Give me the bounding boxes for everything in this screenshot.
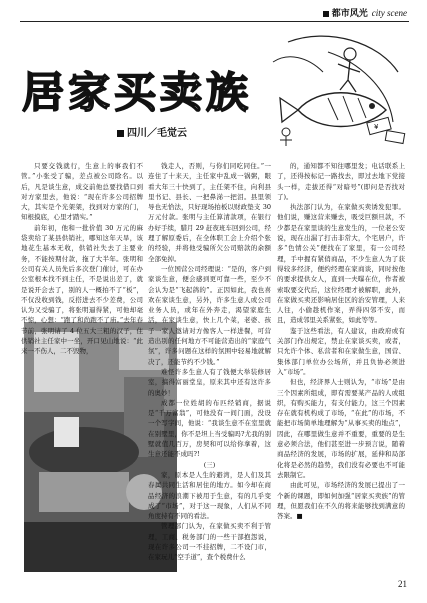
paragraph: 执法部门认为，在家做买卖诱发犯罪。他们说，赚这营来赚去，吸受巨额旦款，不少都是在家里谈的生意发生的，一位老公安说，现在出漏了打击非常大，个宅居户，许多“色情公关”便找在了家里，有一公司经理，手中握有紧俏商品，不少生意人为了获得较多经济，便约经理在家商谈，同时按他的要求提供女人，直到一夫曝在位，作者被索取要交代后，这位经理才被解职，此外，在家做买卖还影响居住区的治安管理，人来人往，小偷趁机作案，弄得四邻不安，而且，造成邻里关系紧张，如此等等。 — [277, 203, 405, 325]
text-column-2 — [148, 161, 271, 563]
paragraph: 家，原本是人生的避湾，是人们及其春属共同生活和居住的地方。如今却在商品经济的浪潮下被用于生意，有的几乎变成了“市场”，对于这一现象，人们从不同角度持有不同的看法。 — [148, 470, 271, 521]
paragraph: 只要交钱就行，生意上的事我们不管。”小张受了骗，差点被公司除名。以后，凡是谈生意，成交前他总要找借口到对方家里去，他说：“现在许多公司招牌大，其实是个光架架，找到对方家的门，知根摸底，心里才踏实。” — [21, 162, 143, 222]
page-number: 21 — [398, 579, 407, 589]
header-rule — [20, 21, 409, 22]
section-header — [323, 6, 407, 19]
paragraph: 难怪许多生意人有了钱便大举装修居室，搞得富丽堂皇，原来其中还有这许多的奥妙！ — [148, 367, 271, 397]
text-column-3 — [277, 161, 405, 521]
article-title: 居家买卖族 — [22, 68, 253, 117]
square-bullet-icon — [323, 11, 329, 17]
text-column-1 — [21, 161, 143, 357]
cartoon-illustration — [268, 32, 413, 150]
svg-text:¥: ¥ — [374, 123, 379, 131]
article-author — [117, 124, 187, 139]
paragraph: 管理部门认为，在家做买卖不利于管理，工商、税务部门的一些干部抱怨说，现在许多公司一不挂招牌，二不设门市，在家玩儿“空手道”，查个税费什么 — [148, 522, 271, 562]
paragraph: 鉴于这些看法，有人建议，由政府或有关部门作出规定，禁止在家谈买卖，或者，只允许个体、私营者和在家做生意，国营、集体部门单位办公场所，并且负协必须进入“市场”。 — [277, 326, 405, 376]
paragraph: 钱走人，否则，与你们同吃同住。”一连住了十来天，主任家中乱成一锅粥，眼看大年三十快到了，主任架不住，向利县里书记、县长、一把鼻涕一把泪。县里领导也无恰法，只好现场拍板以财政垫支 30 万元付款。张明与主任算清款项，在银行办好手续，腊月 29 赶夜班车回到公司，经理了解原委后，在全体职工会上介绍个张的经验，并将他受骗所欠公司赔款的余额全部免掉。 — [148, 162, 271, 263]
square-bullet-icon — [117, 130, 124, 137]
paragraph: 由此可见，市场经济的发展已提出了一个新的课题，即如何加强“居家买卖族”的管理，但愿我们在不久的将来能够找到满意的答案。■ — [277, 481, 405, 521]
author-name: 四川／毛觉云 — [127, 128, 187, 139]
paragraph: 的，通知都不知往哪里发；电话联系上了，还得按标记一路找去，即过去地下党接头一样，走拔还得“对暗号”(即问是否找对了)。 — [277, 162, 405, 201]
paragraph: 成都一位姓胡的布匹经销商，据说是“千万富翁”，可他没有一间门面，没设一个写字间，他说：“我谈生意不在室里就在别墅里，你不是坦上当受骗吗?尤我的别墅就值几百万，房契和可以给你拿着，这生意还能不成吗?! — [148, 398, 271, 459]
section-title-en: city scene — [371, 8, 407, 18]
paragraph: 一位国营公司经理说：“是的，客户到家谈生意，便会感到更可靠一些，至少不会认为是“飞起鸽的”。正因如此，我也喜欢在家谈生意，另外，许多生意人或公司业务人员，或年在外奔走，渴望家庭生活，在家谈生意，快上几个菜，老婆、孩子一家人邀请对方像客人一样进餐，可营造出别的任何地方不可能营造出的“家庭气氛”，许多问题在这样的氛围中轻易地就解决了，还能节约不少钱。” — [148, 264, 271, 366]
section-marker: (三) — [203, 460, 216, 469]
section-title: 都市风光 — [331, 8, 368, 18]
paragraph: 前年初，他和一批价值 30 万元的麻袋卖给了某县供销社，哪知这年天旱，该地花生基本无收，供销社失去了主要业务，不能按期付款，拖了大半年。张明和公司有关人员先后多次登门催讨，可在办公室根本找不到主任，不是说出差了，就是说开会去了，别的人一概拍不了“板”，不仅没收到钱，反搭进去不少差费，公司认为又受骗了，将张明逼得紧，可他却毫不惊，心想：“跑了和尚跑不了庙。”去年春节前，张明请了 4 位五大三粗的汉子，住供销社主任家中一坐，开口见山地说：“此来一不伤人，二不毁物， — [21, 223, 143, 356]
paragraph: 但也，经济界人士则认为，“市场”是由三个因素所组成，即有需要某产品的人或组织，有购买能力，有支付能力，这三个因素存在就有机构成了市场，“在此”的市场，不能把市场简单地理解为“从事买卖的地点”，因此，在哪里做生意并不重要，重要的是生意必须合法，他们甚至进一步预言说，随着商品经济的发展，市场的扩展，延伸和局部化将是必然的趋势，我们没有必要也不可能去限制它。 — [277, 378, 405, 479]
